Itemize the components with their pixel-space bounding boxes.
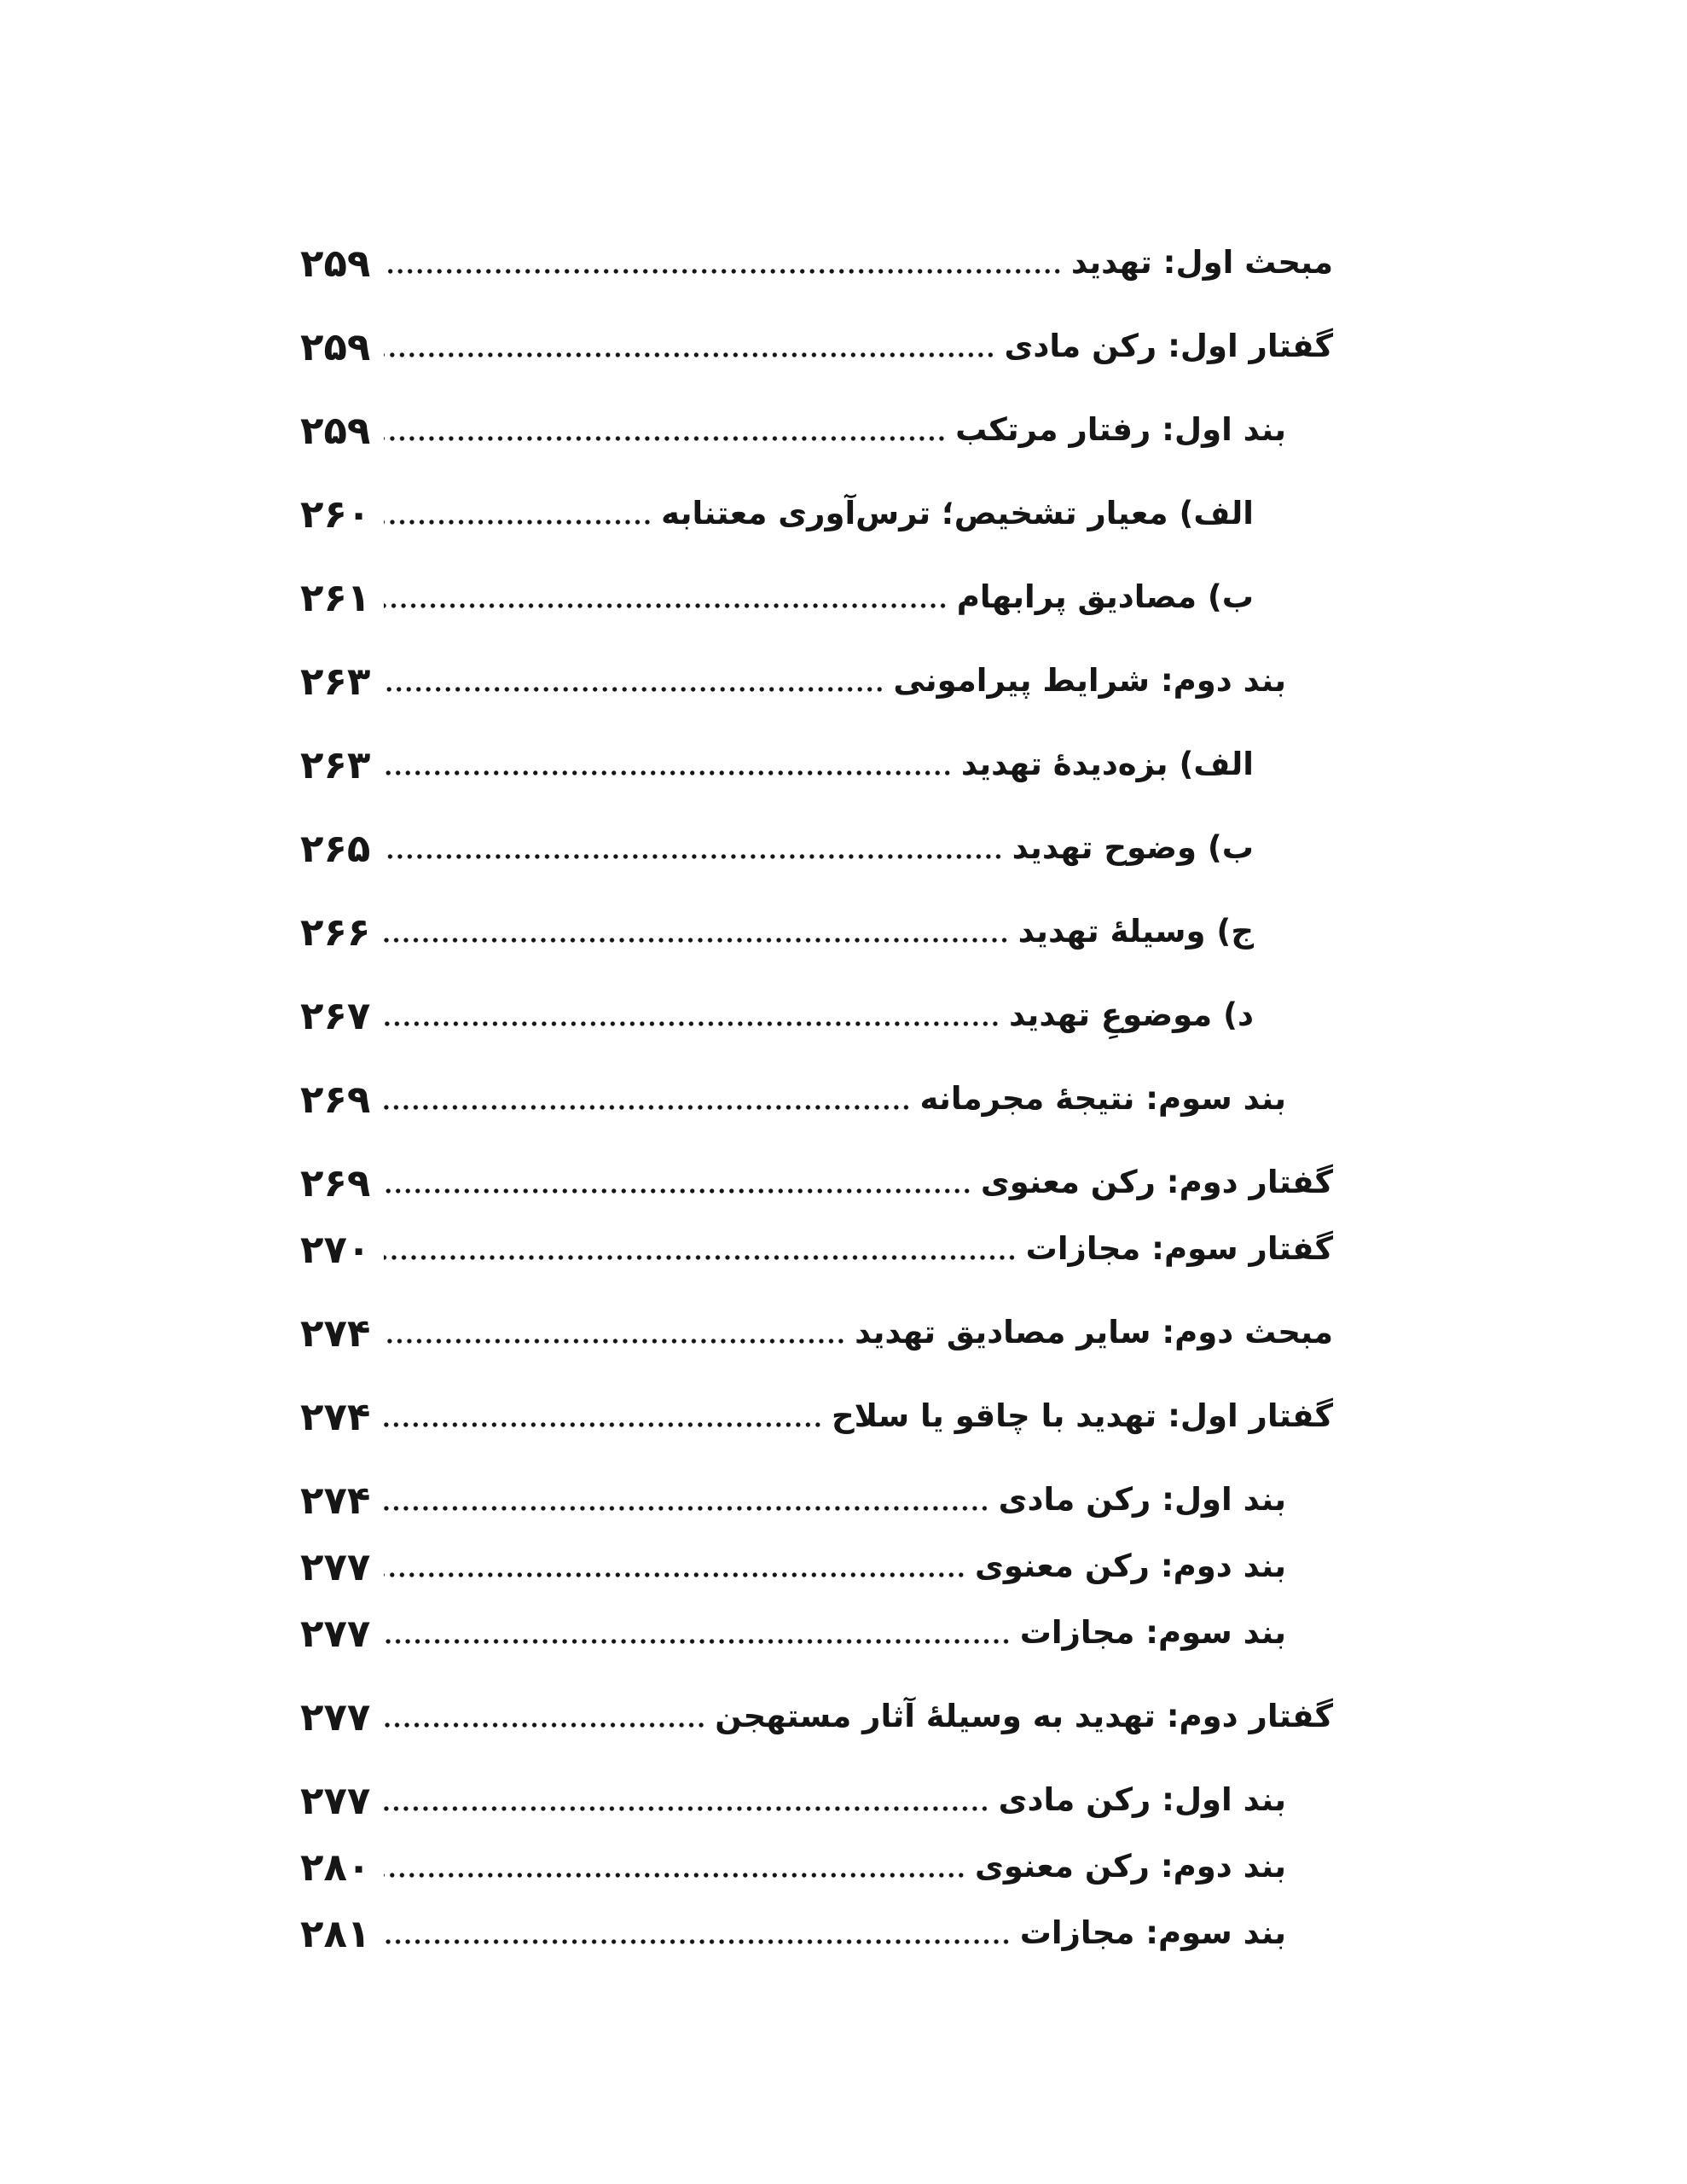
dot-leader [384, 938, 1009, 943]
toc-entry-title: بند دوم: رکن معنوی [974, 1848, 1286, 1885]
toc-entry [300, 1310, 1333, 1356]
toc-entry-title: مبحث دوم: سایر مصادیق تهدید [855, 1314, 1333, 1350]
toc-entry-title: گفتار دوم: تهدید به وسیلۀ آثار مستهجن [715, 1698, 1333, 1734]
toc-entry-title: بند سوم: مجازات [1019, 1914, 1286, 1951]
toc-entry [300, 1227, 1333, 1272]
toc-entry-title: مبحث اول: تهدید [1070, 244, 1333, 281]
dot-leader [384, 436, 947, 441]
toc-entry-page-number: ۲۶۹ [300, 1077, 371, 1122]
dot-leader [384, 1806, 989, 1811]
dot-leader [384, 1722, 706, 1728]
dot-leader [384, 1873, 966, 1878]
toc-entry [300, 1478, 1333, 1523]
toc-entry-page-number: ۲۶۷ [300, 993, 371, 1038]
toc-entry [300, 659, 1333, 704]
toc-entry-page-number: ۲۶۳ [300, 742, 371, 787]
toc-entry [300, 408, 1333, 453]
toc-entry-title: بند اول: رکن مادی [998, 1781, 1286, 1818]
toc-entry-title: ج) وسیلۀ تهدید [1017, 913, 1254, 950]
toc-entry-title: بند دوم: رکن معنوی [974, 1548, 1286, 1584]
toc-entry-title: بند سوم: مجازات [1019, 1614, 1286, 1651]
dot-leader [384, 770, 952, 775]
toc-entry-title: بند سوم: نتیجۀ مجرمانه [919, 1080, 1286, 1117]
toc-entry-page-number: ۲۷۷ [300, 1778, 371, 1823]
dot-leader [384, 854, 1003, 859]
toc-entry [300, 1694, 1333, 1740]
toc-entry [300, 326, 1333, 367]
toc-entry-title: گفتار سوم: مجازات [1025, 1230, 1333, 1267]
toc-entry-page-number: ۲۷۰ [300, 1227, 371, 1272]
toc-entry-page-number: ۲۵۹ [300, 241, 371, 286]
toc-entry-page-number: ۲۷۷ [300, 1544, 371, 1589]
dot-leader [384, 1572, 966, 1577]
dot-leader [384, 1188, 971, 1194]
toc-entry-page-number: ۲۷۴ [300, 1310, 371, 1356]
toc-entry-title: بند اول: رکن مادی [998, 1481, 1286, 1518]
toc-entry-title: گفتار اول: رکن مادی [1004, 328, 1333, 364]
toc-entry-title: ب) وضوح تهدید [1012, 829, 1254, 866]
dot-leader [384, 1506, 989, 1511]
toc-entry-page-number: ۲۶۵ [300, 826, 371, 871]
toc-entry [300, 241, 1333, 286]
dot-leader [384, 352, 995, 357]
toc-entry-page-number: ۲۷۷ [300, 1611, 371, 1656]
toc-entry-title: ب) مصادیق پرابهام [956, 578, 1254, 615]
dot-leader [384, 1339, 846, 1344]
toc-entry-page-number: ۲۷۴ [300, 1394, 371, 1439]
toc-entry [300, 826, 1333, 871]
table-of-contents [300, 242, 1333, 1954]
toc-entry [300, 1844, 1333, 1890]
toc-entry-page-number: ۲۷۴ [300, 1478, 371, 1523]
toc-entry [300, 1546, 1333, 1587]
toc-entry [300, 744, 1333, 785]
toc-entry-page-number: ۲۶۱ [300, 575, 371, 620]
dot-leader [384, 1255, 1017, 1260]
dot-leader [384, 1939, 1011, 1944]
toc-entry [300, 995, 1333, 1036]
dot-leader [384, 1422, 823, 1427]
toc-entry [300, 491, 1333, 537]
dot-leader [384, 269, 1062, 274]
toc-entry [300, 1611, 1333, 1656]
toc-entry [300, 1396, 1333, 1437]
toc-entry-title: گفتار اول: تهدید با چاقو یا سلاح [832, 1397, 1333, 1434]
toc-entry [300, 1913, 1333, 1954]
toc-entry-page-number: ۲۶۰ [300, 491, 371, 537]
toc-entry [300, 577, 1333, 618]
toc-entry-page-number: ۲۶۶ [300, 909, 371, 955]
toc-entry-page-number: ۲۵۹ [300, 408, 371, 453]
dot-leader [384, 1105, 911, 1110]
toc-entry [300, 1162, 1333, 1203]
toc-entry-title: بند اول: رفتار مرتکب [955, 411, 1286, 448]
toc-entry-title: الف) معیار تشخیص؛ ترس‌آوری معتنابه [661, 495, 1254, 531]
toc-entry-page-number: ۲۷۷ [300, 1694, 371, 1740]
toc-entry-page-number: ۲۵۹ [300, 324, 371, 369]
toc-entry [300, 1077, 1333, 1122]
toc-entry-title: بند دوم: شرایط پیرامونی [893, 662, 1286, 699]
dot-leader [384, 603, 948, 608]
dot-leader [384, 520, 652, 525]
toc-entry-title: الف) بزه‌دیدۀ تهدید [960, 746, 1254, 782]
dot-leader [384, 1021, 1000, 1026]
toc-entry-title: گفتار دوم: رکن معنوی [980, 1164, 1333, 1200]
toc-entry-page-number: ۲۶۳ [300, 659, 371, 704]
toc-entry-page-number: ۲۸۰ [300, 1844, 371, 1890]
toc-entry-page-number: ۲۸۱ [300, 1911, 371, 1956]
toc-entry [300, 1780, 1333, 1821]
toc-entry [300, 909, 1333, 955]
dot-leader [384, 1639, 1011, 1644]
toc-entry-page-number: ۲۶۹ [300, 1160, 371, 1205]
dot-leader [384, 687, 884, 692]
toc-entry-title: د) موضوعِ تهدید [1009, 996, 1254, 1033]
